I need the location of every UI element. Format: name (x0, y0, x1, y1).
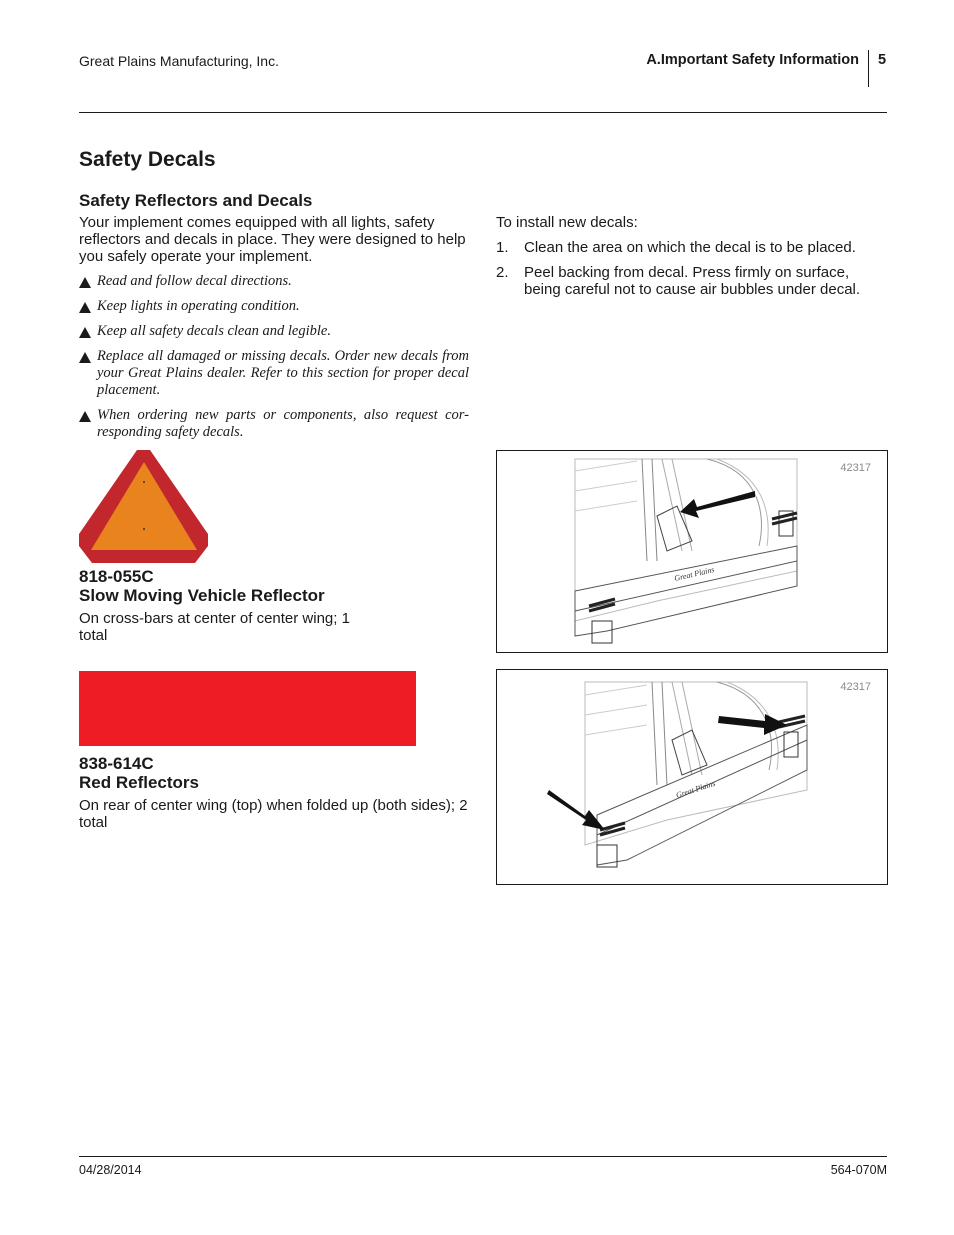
header-company: Great Plains Manufacturing, Inc. (79, 53, 279, 69)
red-decal-name: Red Reflectors (79, 773, 199, 792)
bullet-item: Keep lights in operating condition. (79, 298, 469, 315)
header-divider (868, 50, 869, 87)
implement-drawing (497, 670, 887, 884)
header-section: A.Important Safety Information (646, 52, 859, 68)
svg-text:Great Plains: Great Plains (674, 778, 717, 800)
footer-rule (79, 1156, 887, 1157)
red-part-number: 838-614C (79, 754, 154, 773)
install-step: 1. Clean the area on which the decal is to be placed. (496, 239, 856, 256)
install-step: 2. Peel backing from decal. Press firmly on surface, being careful not to cause air bubbles under decal. (496, 264, 861, 298)
smv-placement-figure (496, 450, 888, 653)
warning-triangle-icon (79, 302, 91, 313)
smv-decal-name: Slow Moving Vehicle Reflector (79, 586, 325, 605)
implement-drawing (497, 451, 887, 652)
figure-number: 42317 (840, 462, 871, 474)
red-reflector-image (79, 671, 416, 746)
install-title: To install new decals: (496, 214, 638, 231)
install-steps (496, 239, 888, 306)
footer-doc-number: 564-070M (830, 1163, 887, 1177)
page-title: Safety Decals (79, 148, 216, 171)
figure-number: 42317 (840, 681, 871, 693)
footer-date: 04/28/2014 (79, 1163, 142, 1177)
bullet-item: Read and follow decal directions. (79, 273, 469, 290)
red-decal-description: On rear of center wing (top) when folded up (both sides); 2 total (79, 797, 468, 831)
red-reflector-placement-figure (496, 669, 888, 885)
warning-triangle-icon (79, 277, 91, 288)
section-subtitle: Safety Reflectors and Decals (79, 191, 313, 210)
warning-triangle-icon (79, 411, 91, 422)
warning-triangle-icon (79, 327, 91, 338)
bullet-item: Replace all damaged or missing decals. Order new decals from your Great Plains dealer. Refer to this section for proper decal placement. (79, 348, 469, 399)
safety-bullet-list (79, 273, 469, 449)
smv-decal-heading (79, 567, 325, 605)
smv-part-number: 818-055C (79, 567, 154, 586)
warning-triangle-icon (79, 352, 91, 363)
header-rule (79, 112, 887, 113)
svg-text:Great Plains: Great Plains (673, 564, 716, 583)
smv-reflector-image (79, 450, 209, 570)
intro-paragraph: Your implement comes equipped with all lights, safety reflectors and decals in place. They were designed to help you safely operate your implement. (79, 214, 466, 265)
bullet-item: When ordering new parts or components, also request cor-responding safety decals. (79, 407, 469, 441)
bullet-item: Keep all safety decals clean and legible. (79, 323, 469, 340)
red-decal-heading (79, 754, 199, 792)
smv-decal-description: On cross-bars at center of center wing; 1 total (79, 610, 350, 644)
page-number: 5 (878, 52, 887, 68)
